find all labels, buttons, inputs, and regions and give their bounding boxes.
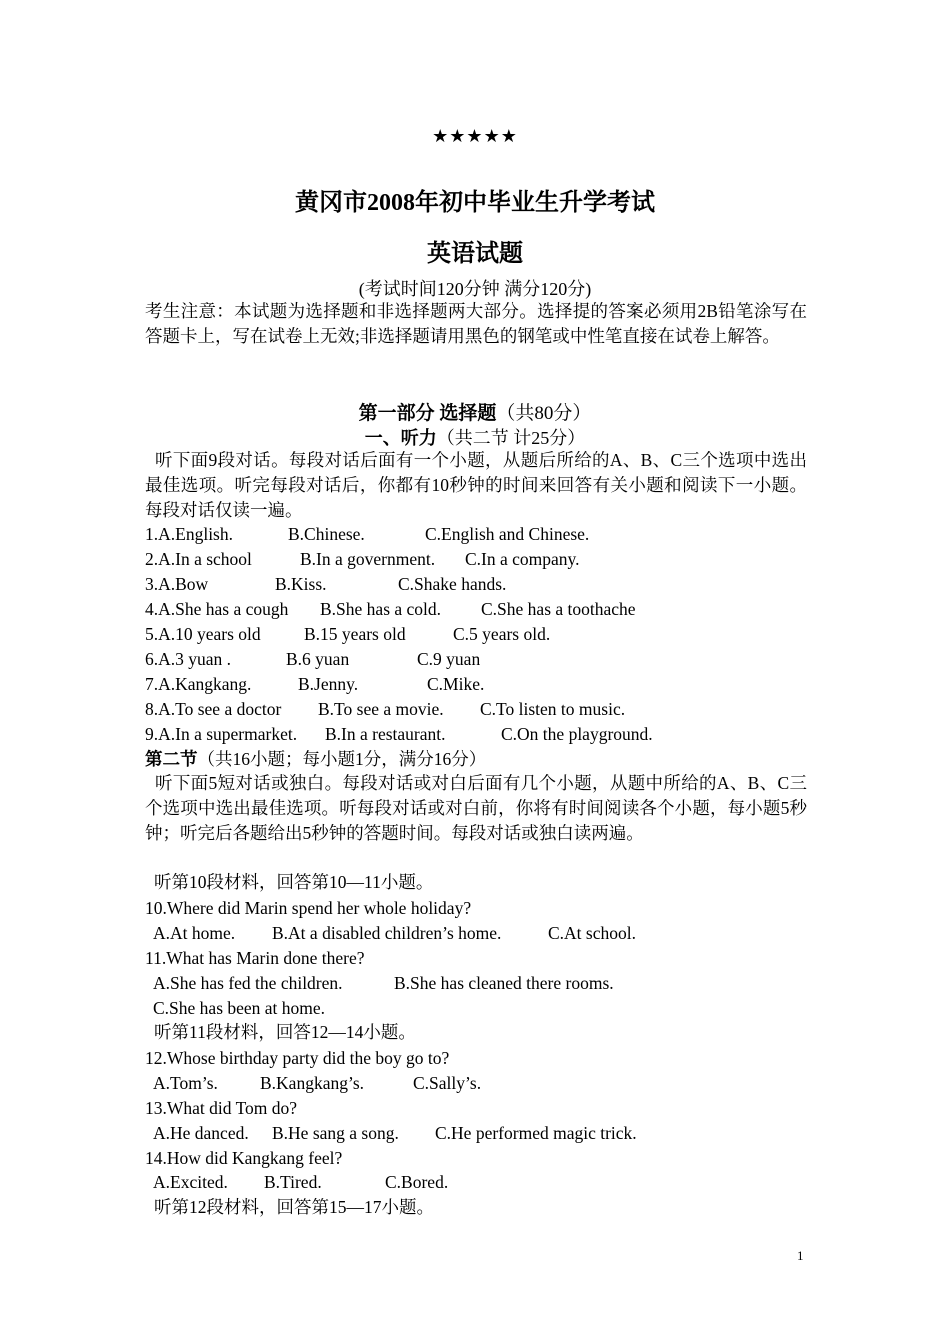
option-b: B.15 years old <box>304 624 406 644</box>
question-14-options <box>153 1170 448 1194</box>
option-b: B.Chinese. <box>288 524 365 544</box>
option-c: C.To listen to music. <box>480 699 626 719</box>
part1-heading <box>145 398 805 425</box>
part1-heading-bold: 第一部分 选择题 <box>358 403 497 424</box>
option-a: 9.A.In a supermarket. <box>145 724 298 744</box>
question-7 <box>145 672 484 696</box>
section2-instructions: 听下面5短对话或独白。每段对话或对白后面有几个小题，从题中所给的A、B、C三个选项中选出最佳选项。听每段对话或对白前，你将有时间阅读各个小题，每小题5秒钟；听完后各题给出5秒钟的答题时间。每段对话或独白读两遍。 <box>145 773 807 843</box>
option-c: C.On the playground. <box>501 724 653 744</box>
option-a: 4.A.She has a cough <box>145 599 289 619</box>
option-c: C.5 years old. <box>453 624 551 644</box>
section1-heading-rest: （共二节 计25分） <box>436 428 586 448</box>
question-10: 10.Where did Marin spend her whole holiday? <box>145 898 472 918</box>
option-a: 5.A.10 years old <box>145 624 261 644</box>
option-a: A.He danced. <box>153 1123 249 1143</box>
option-b: B.To see a movie. <box>318 699 444 719</box>
option-a: 3.A.Bow <box>145 574 209 594</box>
section2-heading-rest: （共16小题；每小题1分，满分16分） <box>197 749 487 769</box>
question-11-option-c: C.She has been at home. <box>153 998 326 1018</box>
question-12-options <box>153 1071 481 1095</box>
option-b: B.In a government. <box>300 549 436 569</box>
exam-notice: 考生注意：本试题为选择题和非选择题两大部分。选择提的答案必须用2B铅笔涂写在答题卡上，写在试卷上无效;非选择题请用黑色的钢笔或中性笔直接在试卷上解答。 <box>145 301 807 346</box>
option-b: B.He sang a song. <box>272 1123 399 1143</box>
option-c: C.At school. <box>548 923 636 943</box>
option-c: C.Bored. <box>385 1172 449 1192</box>
question-12: 12.Whose birthday party did the boy go to? <box>145 1048 450 1068</box>
option-a: 1.A.English. <box>145 524 233 544</box>
material-12-instruction: 听第12段材料，回答第15—17小题。 <box>154 1197 434 1217</box>
option-a: 2.A.In a school <box>145 549 252 569</box>
option-c: C.Sally’s. <box>413 1073 482 1093</box>
star-rating: ★★★★★ <box>432 126 518 146</box>
option-b: B.She has cleaned there rooms. <box>394 973 614 993</box>
question-1 <box>145 522 589 546</box>
part1-heading-rest: （共80分） <box>496 403 592 424</box>
option-c: C.He performed magic trick. <box>435 1123 637 1143</box>
question-13: 13.What did Tom do? <box>145 1098 298 1118</box>
option-c: C.Shake hands. <box>398 574 507 594</box>
option-a: 7.A.Kangkang. <box>145 674 252 694</box>
material-10-instruction: 听第10段材料，回答第10—11小题。 <box>154 872 434 892</box>
option-a: A.At home. <box>153 923 236 943</box>
option-a: 6.A.3 yuan . <box>145 649 232 669</box>
option-a: A.She has fed the children. <box>153 973 343 993</box>
option-a: A.Excited. <box>153 1172 228 1192</box>
section1-heading <box>145 424 805 450</box>
question-2 <box>145 547 580 571</box>
option-a: 8.A.To see a doctor <box>145 699 282 719</box>
question-14: 14.How did Kangkang feel? <box>145 1148 343 1168</box>
option-a: A.Tom’s. <box>153 1073 218 1093</box>
subject-title: 英语试题 <box>427 241 523 267</box>
option-b: B.Tired. <box>264 1172 322 1192</box>
exam-title: 黄冈市2008年初中毕业生升学考试 <box>295 190 655 216</box>
option-b: B.At a disabled children’s home. <box>272 923 502 943</box>
question-5 <box>145 622 550 646</box>
option-c: C.English and Chinese. <box>425 524 590 544</box>
question-10-options <box>153 921 636 945</box>
page-number: 1 <box>797 1248 804 1263</box>
section2-heading <box>145 747 486 771</box>
section1-heading-bold: 一、听力 <box>364 428 437 448</box>
option-b: B.Kangkang’s. <box>260 1073 365 1093</box>
material-11-instruction: 听第11段材料，回答12—14小题。 <box>154 1022 416 1042</box>
question-8 <box>145 697 625 721</box>
option-b: B.In a restaurant. <box>325 724 446 744</box>
option-c: C.Mike. <box>427 674 485 694</box>
question-11-options <box>153 971 614 995</box>
option-b: B.6 yuan <box>286 649 350 669</box>
question-3 <box>145 572 506 596</box>
option-b: B.Jenny. <box>298 674 359 694</box>
option-b: B.Kiss. <box>275 574 327 594</box>
section1-instructions: 听下面9段对话。每段对话后面有一个小题，从题后所给的A、B、C三个选项中选出最佳选项。听完每段对话后，你都有10秒钟的时间来回答有关小题和阅读下一小题。每段对话仅读一遍。 <box>145 450 807 520</box>
question-4 <box>145 597 636 621</box>
question-11: 11.What has Marin done there? <box>145 948 365 968</box>
question-6 <box>145 647 480 671</box>
question-9 <box>145 722 653 746</box>
option-c: C.9 yuan <box>417 649 481 669</box>
option-c: C.She has a toothache <box>481 599 636 619</box>
section2-heading-bold: 第二节 <box>145 749 198 769</box>
question-13-options <box>153 1121 637 1145</box>
option-c: C.In a company. <box>465 549 580 569</box>
time-note: (考试时间120分钟 满分120分) <box>358 279 592 299</box>
option-b: B.She has a cold. <box>320 599 442 619</box>
